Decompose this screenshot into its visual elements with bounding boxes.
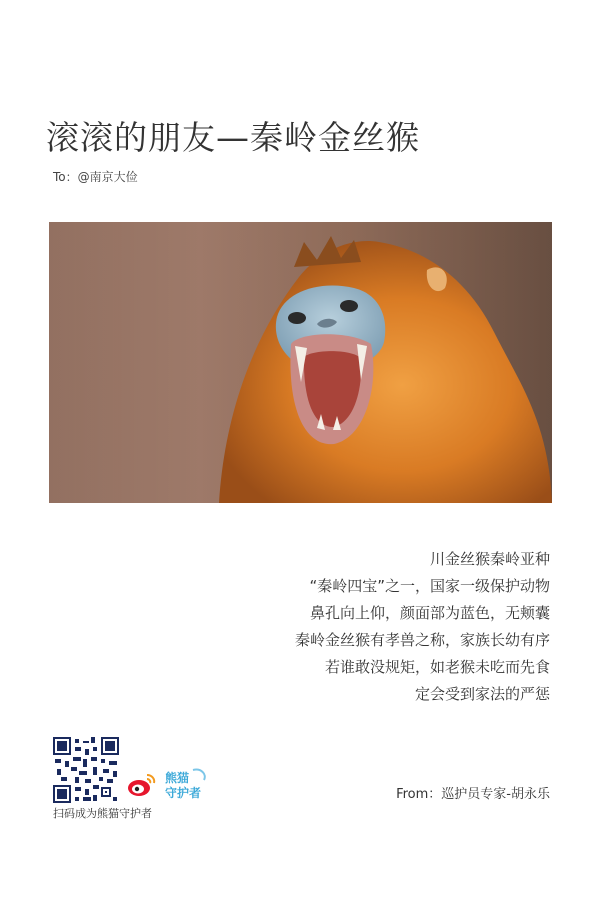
- recipient-line: To：@南京大俭: [53, 170, 138, 184]
- poem-line: “秦岭四宝”之一，国家一级保护动物: [309, 577, 550, 595]
- qr-code[interactable]: [53, 737, 119, 803]
- poem-line: 定会受到家法的严惩: [414, 685, 550, 703]
- golden-monkey-photo: [49, 222, 552, 503]
- poem-block: [150, 546, 550, 708]
- logo-text-top: 熊猫: [165, 771, 190, 785]
- weibo-icon[interactable]: [127, 772, 157, 798]
- qr-caption: 扫码成为熊猫守护者: [53, 807, 152, 820]
- panda-guardian-logo: [163, 768, 209, 800]
- poem-line: 川金丝猴秦岭亚种: [429, 550, 550, 568]
- poem-line: 鼻孔向上仰，颜面部为蓝色，无颊囊: [309, 604, 550, 622]
- logo-text-bottom: 守护者: [165, 786, 202, 800]
- page-title: 滚滚的朋友—秦岭金丝猴: [46, 118, 420, 157]
- poem-line: 若谁敢没规矩，如老猴未吃而先食: [324, 658, 550, 676]
- poem-line: 秦岭金丝猴有孝兽之称，家族长幼有序: [294, 631, 550, 649]
- author-line: From：巡护员专家-胡永乐: [396, 787, 550, 802]
